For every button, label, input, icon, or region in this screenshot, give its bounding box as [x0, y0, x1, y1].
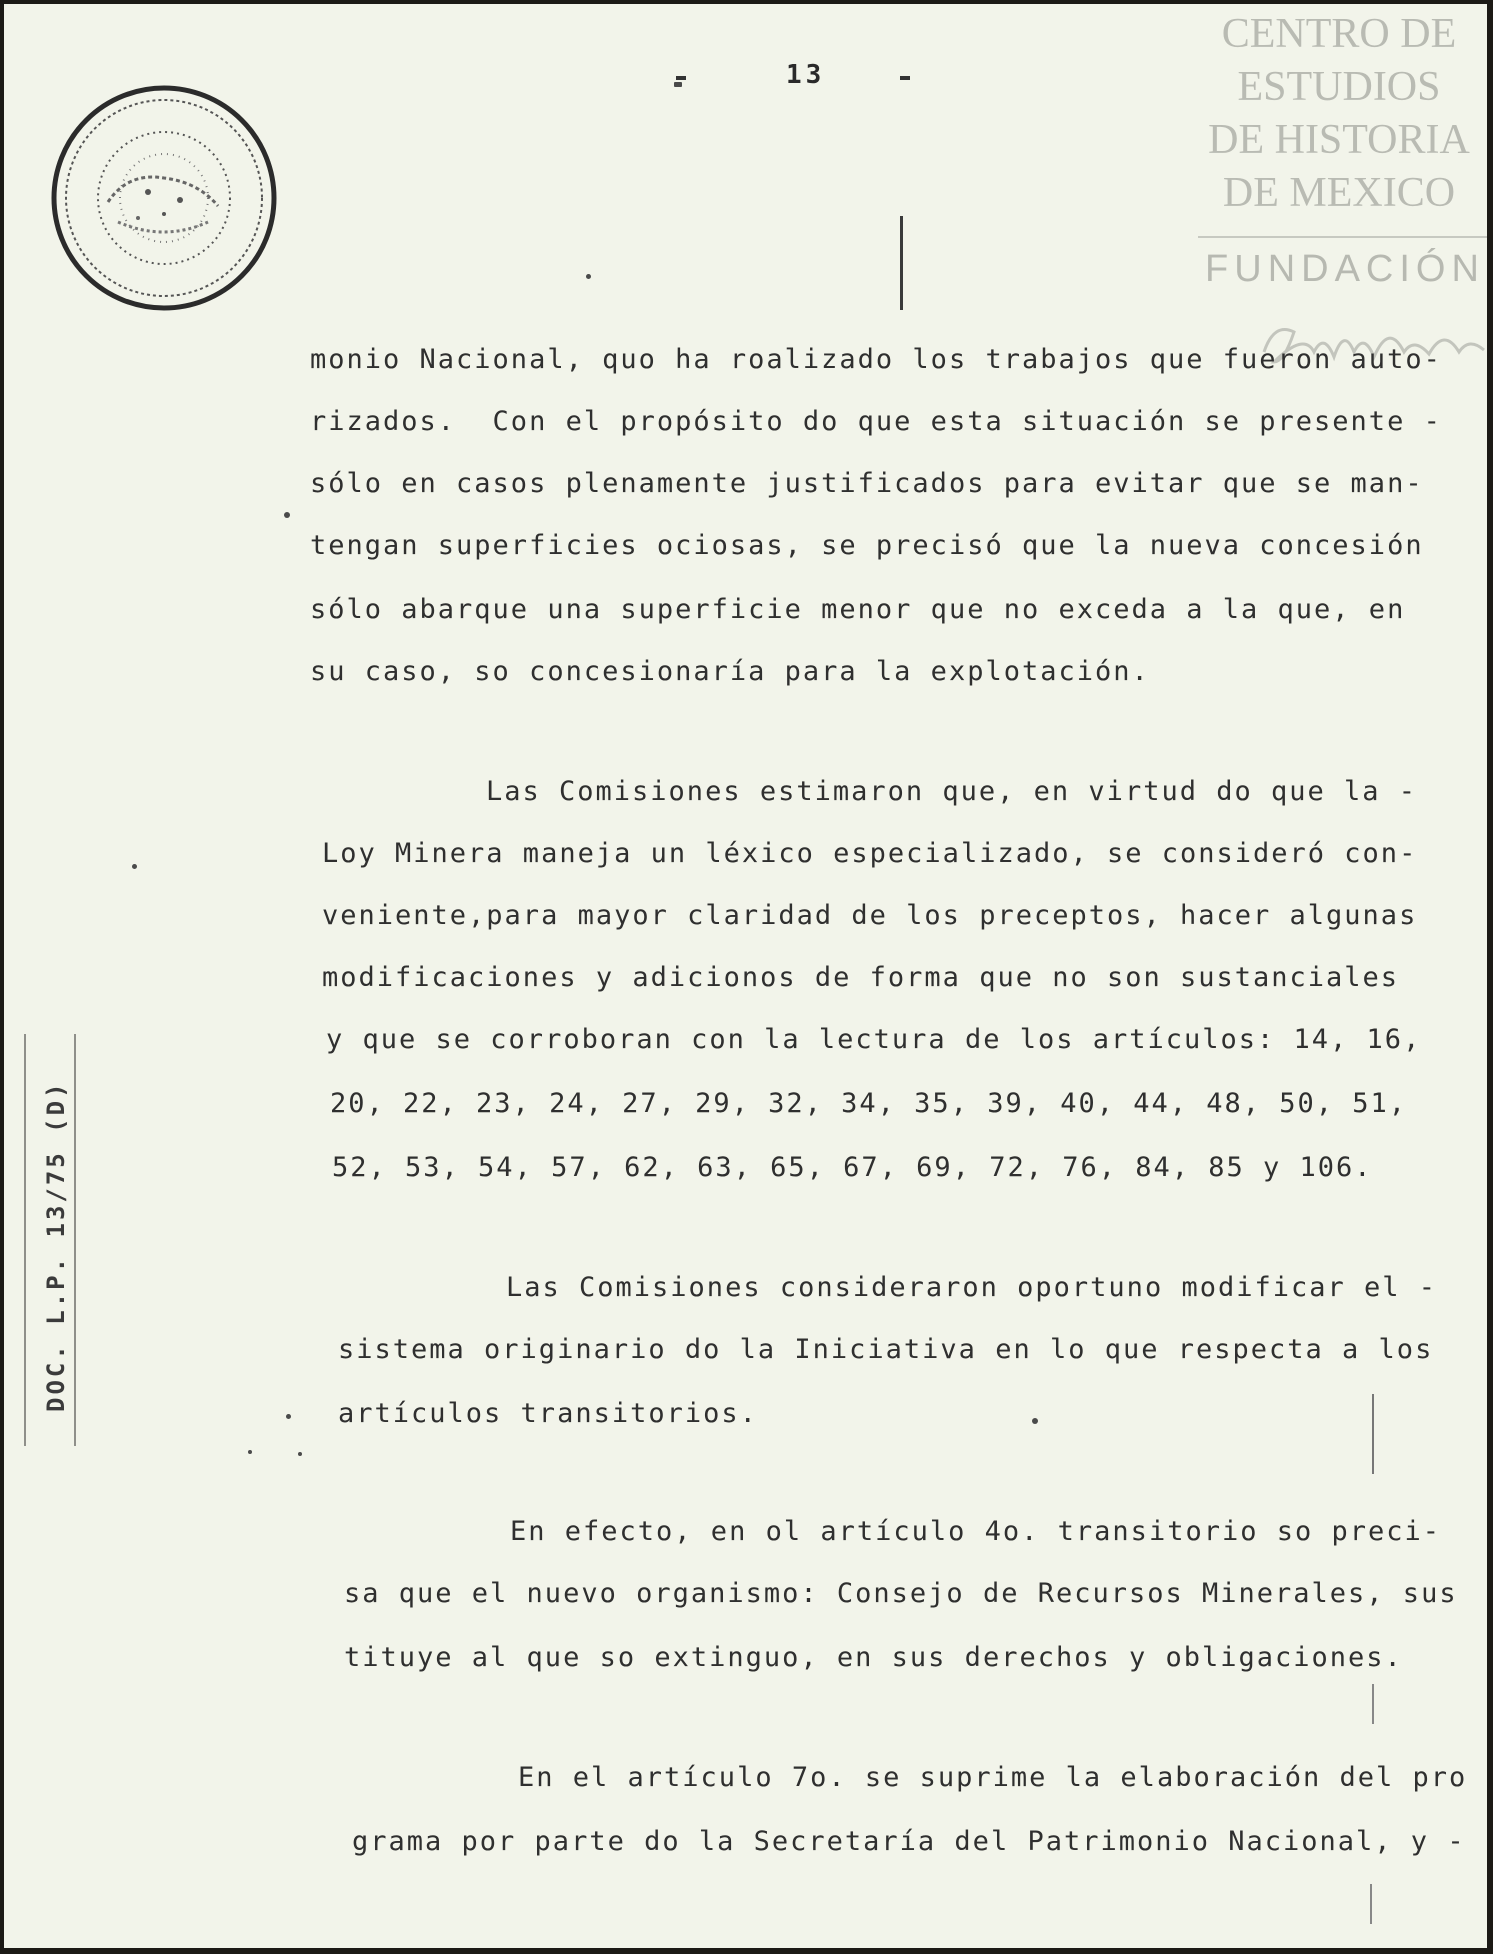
watermark-line-3: DE HISTORIA — [1208, 117, 1470, 163]
scan-speck — [248, 1450, 252, 1454]
body-line: rizados. Con el propósito do que esta situación se presente - — [310, 406, 1442, 437]
seal-stamp — [48, 82, 280, 314]
body-line: grama por parte do la Secretaría del Patrimonio Nacional, y - — [352, 1826, 1466, 1857]
watermark-rule — [1198, 236, 1487, 238]
body-line: Loy Minera maneja un léxico especializado, se consideró con- — [322, 838, 1418, 869]
watermark-line-4: DE MEXICO — [1222, 170, 1456, 216]
side-label-rule — [24, 1034, 26, 1446]
body-line: artículos transitorios. — [338, 1398, 758, 1429]
page-number: 13 — [786, 60, 826, 90]
body-line: tengan superficies ociosas, se precisó que la nueva concesión — [310, 530, 1424, 561]
body-line: sólo abarque una superficie menor que no exceda a la que, en — [310, 594, 1406, 625]
scan-speck — [674, 82, 682, 87]
body-line: sistema originario do la Iniciativa en lo que respecta a los — [338, 1334, 1434, 1365]
scan-speck — [132, 864, 137, 869]
body-line: En el artículo 7o. se suprime la elaboración del pro — [518, 1762, 1468, 1793]
body-line: monio Nacional, quo ha roalizado los trabajos que fueron auto- — [310, 344, 1442, 375]
body-line: modificaciones y adicionos de forma que no son sustanciales — [322, 962, 1400, 993]
watermark — [1184, 8, 1487, 290]
body-line: Las Comisiones estimaron que, en virtud do que la - — [486, 776, 1418, 807]
body-line: su caso, so concesionaría para la explotación. — [310, 656, 1150, 687]
scan-speck — [284, 512, 290, 518]
watermark-line-2: ESTUDIOS — [1237, 64, 1441, 110]
body-line: tituye al que so extinguo, en sus derechos y obligaciones. — [344, 1642, 1403, 1673]
body-line: sa que el nuevo organismo: Consejo de Recursos Minerales, sus — [344, 1578, 1458, 1609]
body-line: veniente,para mayor claridad de los preceptos, hacer algunas — [322, 900, 1418, 931]
body-line: y que se corroboran con la lectura de los artículos: 14, 16, — [326, 1024, 1422, 1055]
scan-mark — [1370, 1884, 1372, 1924]
scan-mark — [1372, 1394, 1374, 1474]
watermark-fundacion: FUNDACIÓN — [1205, 248, 1485, 290]
scan-speck — [586, 274, 591, 279]
side-document-label: DOC. L.P. 13/75 (D) — [42, 1080, 70, 1412]
watermark-line-1: CENTRO DE — [1221, 11, 1457, 57]
body-line: Las Comisiones consideraron oportuno modificar el - — [506, 1272, 1438, 1303]
scan-mark — [1372, 1684, 1374, 1724]
scan-speck — [286, 1414, 291, 1419]
scan-speck — [1032, 1418, 1038, 1424]
vertical-mark — [900, 216, 903, 310]
body-line: 20, 22, 23, 24, 27, 29, 32, 34, 35, 39, 40, 44, 48, 50, 51, — [330, 1088, 1408, 1119]
scan-speck — [298, 1452, 302, 1456]
page-number-right-dash — [900, 76, 910, 80]
body-line: 52, 53, 54, 57, 62, 63, 65, 67, 69, 72, 76, 84, 85 y 106. — [332, 1152, 1373, 1183]
document-page — [4, 4, 1487, 1948]
page-number-left-dash — [676, 76, 686, 80]
side-label-rule-2 — [74, 1034, 76, 1446]
body-line: En efecto, en ol artículo 4o. transitorio so preci- — [510, 1516, 1442, 1547]
body-line: sólo en casos plenamente justificados para evitar que se man- — [310, 468, 1424, 499]
